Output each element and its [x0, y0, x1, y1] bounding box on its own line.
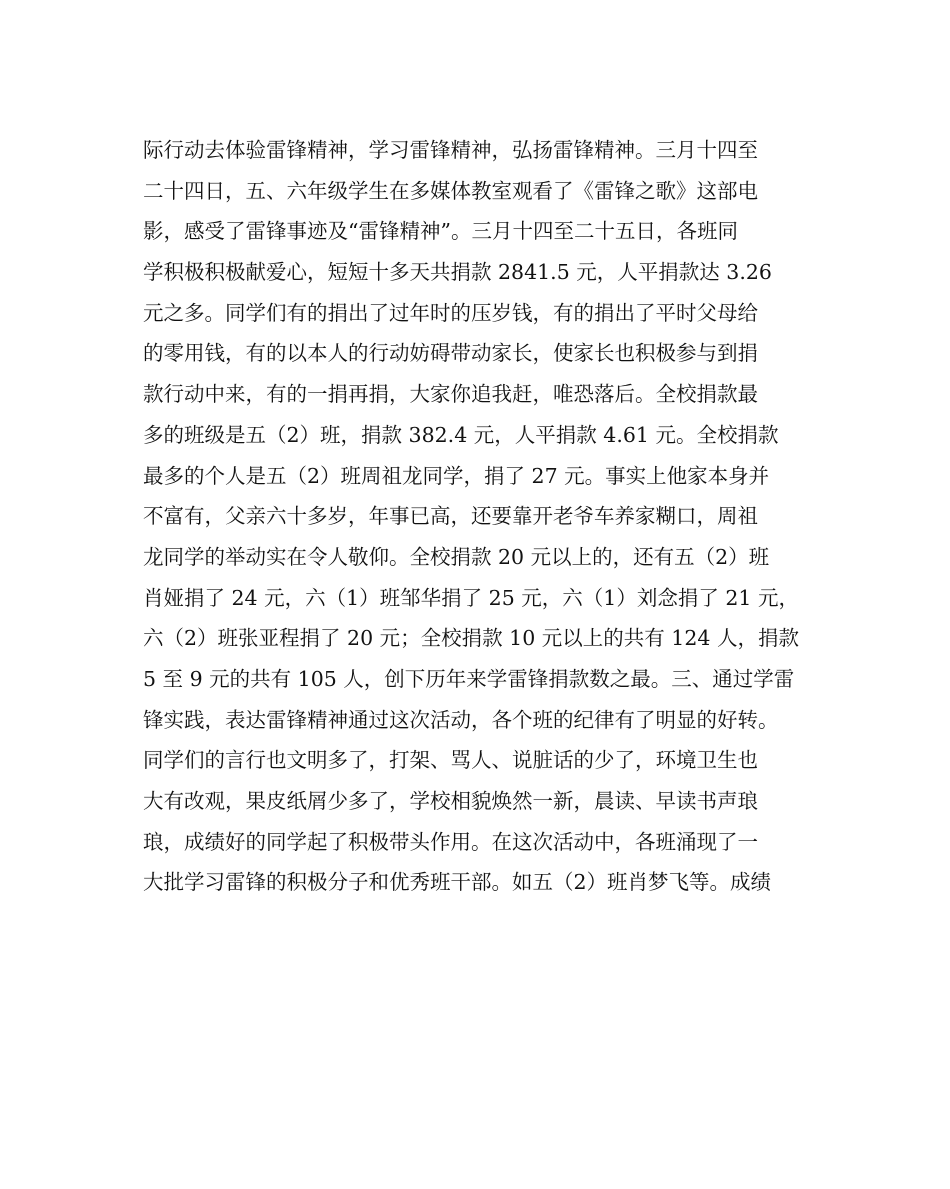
text-line: 5 至 9 元的共有 105 人，创下历年来学雷锋捐款数之最。三、通过学雷	[143, 666, 795, 691]
text-line: 际行动去体验雷锋精神，学习雷锋精神，弘扬雷锋精神。三月十四至	[143, 138, 758, 162]
text-line: 二十四日，五、六年级学生在多媒体教室观看了《雷锋之歌》这部电	[143, 178, 758, 203]
text-line: 元之多。同学们有的捐出了过年时的压岁钱，有的捐出了平时父母给	[143, 300, 758, 325]
text-line: 款行动中来，有的一捐再捐，大家你追我赶，唯恐落后。全校捐款最	[143, 382, 758, 407]
text-line: 肖娅捐了 24 元，六（1）班邹华捐了 25 元，六（1）刘念捐了 21 元，	[143, 585, 799, 610]
text-line: 的零用钱，有的以本人的行动妨碍带动家长，使家长也积极参与到捐	[143, 341, 758, 366]
text-line: 大有改观，果皮纸屑少多了，学校相貌焕然一新，晨读、早读书声琅	[143, 789, 758, 813]
text-line: 同学们的言行也文明多了，打架、骂人、说脏话的少了，环境卫生也	[143, 748, 758, 773]
text-line: 多的班级是五（2）班，捐款 382.4 元，人平捐款 4.61 元。全校捐款	[143, 422, 779, 447]
body-text	[143, 130, 815, 903]
text-line: 大批学习雷锋的积极分子和优秀班干部。如五（2）班肖梦飞等。成绩	[143, 870, 772, 895]
text-line: 琅，成绩好的同学起了积极带头作用。在这次活动中，各班涌现了一	[143, 829, 758, 854]
text-line: 不富有，父亲六十多岁，年事已高，还要靠开老爷车养家糊口，周祖	[143, 504, 758, 529]
text-line: 学积极积极献爱心，短短十多天共捐款 2841.5 元，人平捐款达 3.26	[143, 260, 772, 285]
text-line: 龙同学的举动实在令人敬仰。全校捐款 20 元以上的，还有五（2）班	[143, 544, 770, 569]
text-line: 最多的个人是五（2）班周祖龙同学，捐了 27 元。事实上他家本身并	[143, 463, 770, 488]
text-line: 影，感受了雷锋事迹及“雷锋精神”。三月十四至二十五日，各班同	[143, 219, 738, 244]
text-line: 六（2）班张亚程捐了 20 元；全校捐款 10 元以上的共有 124 人，捐款	[143, 626, 799, 651]
text-line: 锋实践，表达雷锋精神通过这次活动，各个班的纪律有了明显的好转。	[143, 707, 779, 732]
